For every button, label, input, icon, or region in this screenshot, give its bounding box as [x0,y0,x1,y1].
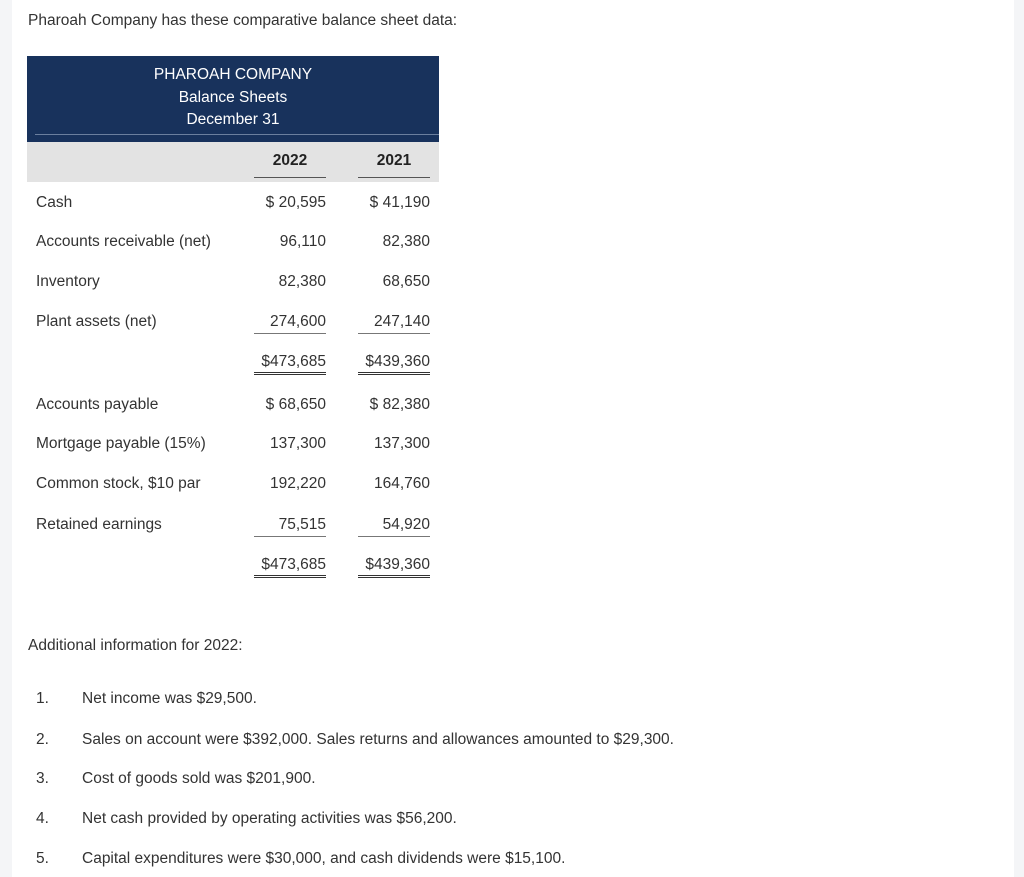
total-2021: $439,360 [358,556,430,578]
table-row [27,516,439,540]
value-2021: $ 41,190 [369,194,430,211]
total-2022: $473,685 [254,353,326,375]
row-label: Mortgage payable (15%) [36,435,206,452]
year-2021-header: 2021 [358,152,430,170]
value-2021: 247,140 [358,313,430,334]
item-text: Capital expenditures were $30,000, and cash dividends were $15,100. [82,850,566,867]
row-label: Common stock, $10 par [36,475,201,492]
balance-sheet-table [27,56,439,573]
value-2022: 137,300 [269,435,326,452]
table-header [27,56,439,142]
value-2021: 82,380 [382,233,430,250]
statement-date: December 31 [186,111,280,128]
total-assets-row [27,353,439,377]
item-text: Cost of goods sold was $201,900. [82,770,316,787]
item-number: 1. [36,690,49,707]
value-2022: $ 20,595 [265,194,326,211]
additional-info-heading: Additional information for 2022: [28,637,243,654]
row-label: Accounts payable [36,396,159,413]
table-row [27,396,439,420]
total-2021: $439,360 [358,353,430,375]
item-number: 5. [36,850,49,867]
value-2022: 192,220 [269,475,326,492]
item-number: 4. [36,810,49,827]
table-row [27,475,439,499]
value-2022: 274,600 [254,313,326,334]
value-2021: 68,650 [382,273,430,290]
total-liabilities-equity-row [27,556,439,580]
row-label: Cash [36,194,73,211]
value-2022: 96,110 [279,233,326,250]
statement-title: Balance Sheets [178,89,288,106]
total-2022: $473,685 [254,556,326,578]
year-header-row [27,142,439,182]
item-text: Net income was $29,500. [82,690,257,707]
value-2022: 82,380 [278,273,326,290]
value-2022: $ 68,650 [265,396,326,413]
year-2022-header: 2022 [254,152,326,170]
value-2021: $ 82,380 [369,396,430,413]
row-label: Plant assets (net) [36,313,157,330]
value-2021: 164,760 [373,475,430,492]
header-divider [35,134,439,135]
table-row [27,273,439,297]
table-row [27,435,439,459]
company-name: PHAROAH COMPANY [153,66,313,83]
row-label: Inventory [36,273,100,290]
page [12,0,1014,877]
table-row [27,194,439,218]
item-number: 2. [36,731,49,748]
item-number: 3. [36,770,49,787]
item-text: Net cash provided by operating activities was $56,200. [82,810,457,827]
intro-text: Pharoah Company has these comparative balance sheet data: [28,12,458,29]
table-row [27,233,439,257]
table-row [27,313,439,337]
value-2021: 54,920 [358,516,430,537]
row-label: Accounts receivable (net) [36,233,211,250]
item-text: Sales on account were $392,000. Sales returns and allowances amounted to $29,300. [82,731,674,748]
row-label: Retained earnings [36,516,162,533]
value-2021: 137,300 [373,435,430,452]
value-2022: 75,515 [254,516,326,537]
